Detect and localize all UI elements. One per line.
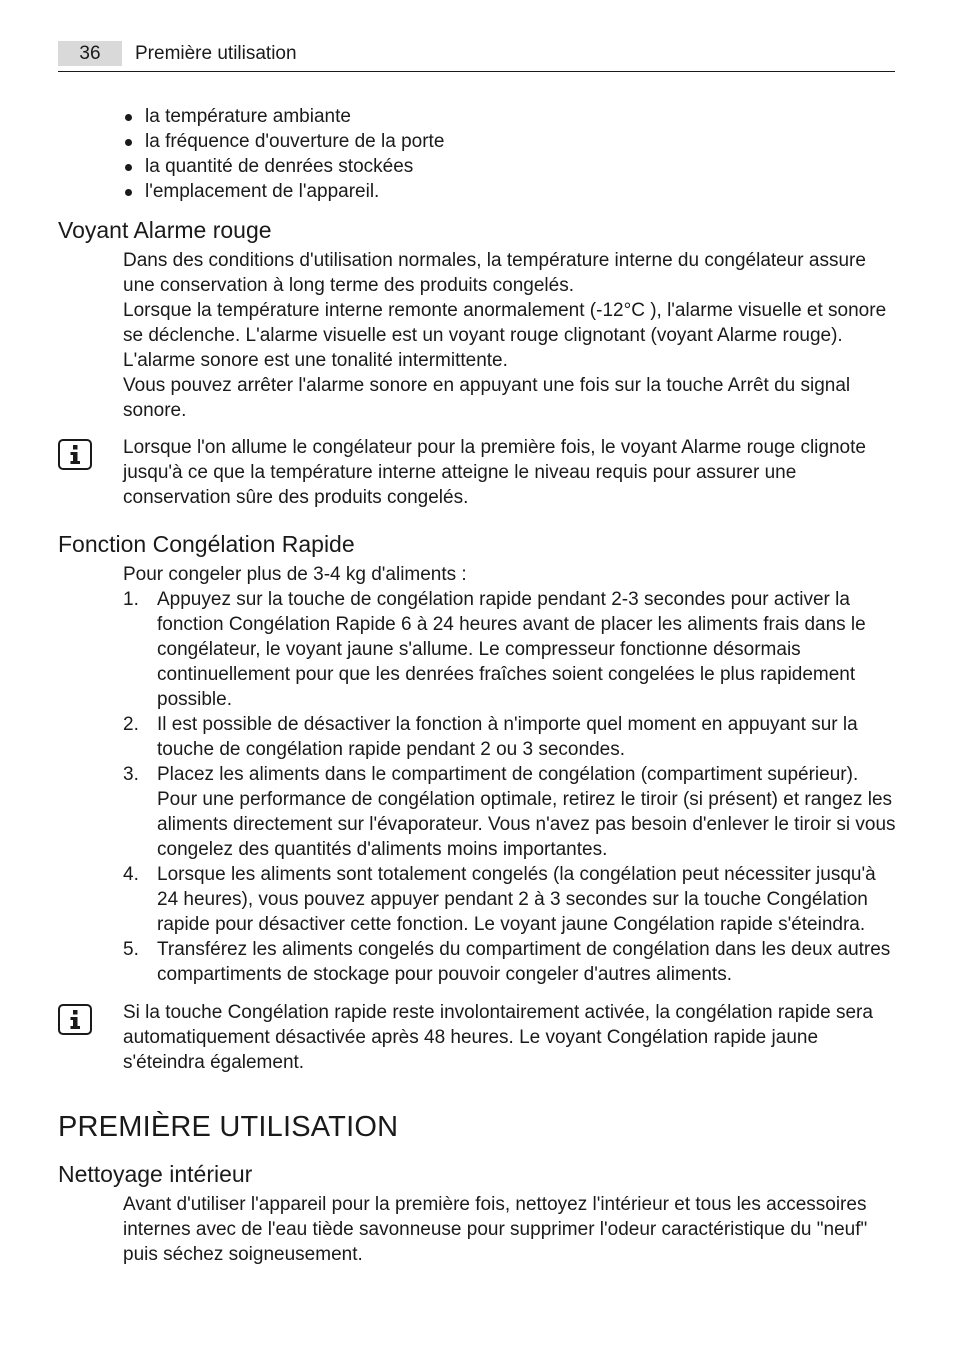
list-item (123, 862, 898, 937)
step-number: 5. (123, 939, 139, 960)
page-content (58, 104, 898, 1267)
chapter-title: PREMIÈRE UTILISATION (58, 1111, 399, 1143)
info-icon (58, 439, 92, 470)
step-text: Placez les aliments dans le compartiment de congélation (compartiment supérieur). Pour une performance de congélation optimale, retirez le tiroir (si présent) et rangez les aliments directement sur l'évaporateur. Vous n'avez pas besoin d'enlever le tiroir si vous congelez des quantités d'aliments moins importantes. (157, 764, 896, 860)
step-number: 3. (123, 764, 139, 785)
paragraph: Lorsque la température interne remonte anormalement (-12°C ), l'alarme visuelle et sonore se déclenche. L'alarme visuelle est un voyant rouge clignotant (voyant Alarme rouge). L'alarme sonore est une tonalité intermittente. (123, 300, 887, 371)
step-number: 4. (123, 864, 139, 885)
step-number: 1. (123, 589, 139, 610)
paragraph: Avant d'utiliser l'appareil pour la première fois, nettoyez l'intérieur et tous les accessoires internes avec de l'eau tiède savonneuse pour supprimer l'odeur caractéristique du "neuf" puis séchez soigneusement. (123, 1194, 868, 1265)
running-title: Première utilisation (135, 43, 297, 64)
paragraph: Dans des conditions d'utilisation normales, la température interne du congélateur assure une conservation à long terme des produits congelés. (123, 250, 866, 296)
list-item (123, 937, 898, 987)
step-text: Appuyez sur la touche de congélation rapide pendant 2-3 secondes pour activer la fonction Congélation Rapide 6 à 24 heures avant de placer les aliments frais dans le congélateur, le voyant jaune s'allume. Le compresseur fonctionne désormais continuellement pour que les denrées fraîches soient congelées le plus rapidement possible. (157, 589, 866, 710)
list-item (123, 587, 898, 712)
list-item: la température ambiante (123, 104, 898, 129)
list-item (123, 712, 898, 762)
list-item: l'emplacement de l'appareil. (123, 179, 898, 204)
paragraph: Vous pouvez arrêter l'alarme sonore en appuyant une fois sur la touche Arrêt du signal sonore. (123, 375, 851, 421)
steps-list (123, 587, 898, 987)
list-item (123, 762, 898, 862)
note-text: Lorsque l'on allume le congélateur pour la première fois, le voyant Alarme rouge clignote jusqu'à ce que la température interne atteigne le niveau requis pour assurer une conservation sûre des produits congelés. (123, 437, 866, 508)
step-text: Il est possible de désactiver la fonction à n'importe quel moment en appuyant sur la touche de congélation rapide pendant 2 ou 3 secondes. (157, 714, 858, 760)
page-number: 36 (58, 41, 122, 66)
step-text: Transférez les aliments congelés du compartiment de congélation dans les deux autres compartiments de stockage pour pouvoir congeler d'autres aliments. (157, 939, 891, 985)
info-note (58, 435, 898, 510)
info-note (58, 1000, 898, 1075)
section-heading-voyant: Voyant Alarme rouge (58, 217, 272, 243)
section-heading-fonction: Fonction Congélation Rapide (58, 531, 355, 557)
info-icon (58, 1004, 92, 1035)
step-number: 2. (123, 714, 139, 735)
factor-list (123, 104, 898, 204)
note-text: Si la touche Congélation rapide reste involontairement activée, la congélation rapide sera automatiquement désactivée après 48 heures. Le voyant Congélation rapide jaune s'éteindra également. (123, 1002, 873, 1073)
page-header (58, 40, 895, 72)
list-item: la fréquence d'ouverture de la porte (123, 129, 898, 154)
paragraph: Pour congeler plus de 3-4 kg d'aliments : (123, 564, 467, 585)
list-item: la quantité de denrées stockées (123, 154, 898, 179)
section-heading-nettoyage: Nettoyage intérieur (58, 1161, 253, 1187)
step-text: Lorsque les aliments sont totalement congelés (la congélation peut nécessiter jusqu'à 24 heures), vous pouvez appuyer pendant 2 à 3 secondes sur la touche Congélation rapide pour désactiver cette fonction. Le voyant jaune Congélation rapide s'éteindra. (157, 864, 876, 935)
